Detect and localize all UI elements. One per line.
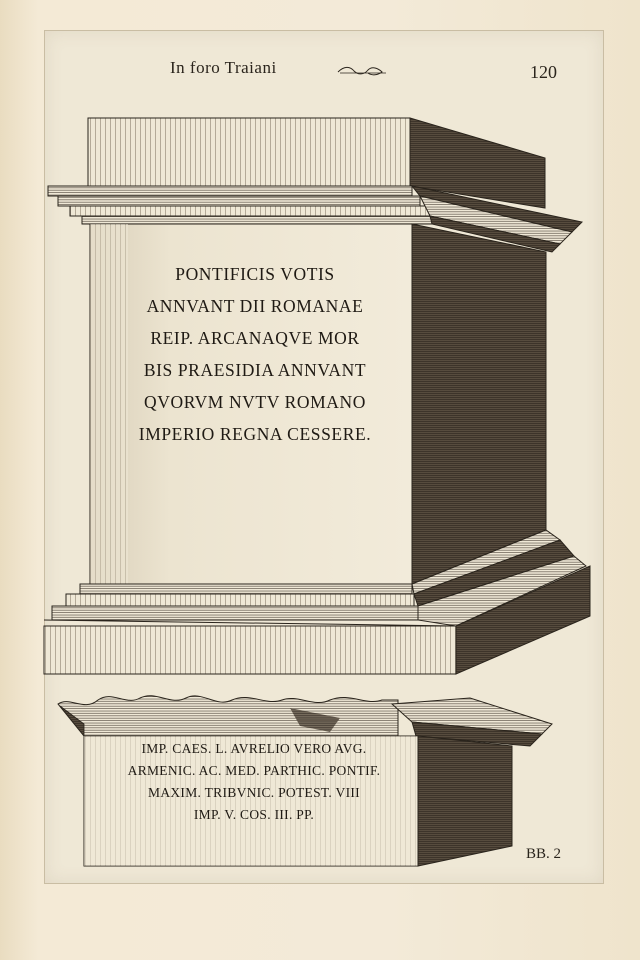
flourish-ornament bbox=[338, 67, 386, 74]
lower-inscription bbox=[88, 738, 420, 826]
page-title: In foro Traiani bbox=[170, 58, 277, 77]
inscription-line: REIP. ARCANAQVE MOR bbox=[150, 328, 360, 348]
inscription-line: QVORVM NVTV ROMANO bbox=[143, 392, 366, 412]
fragment-side-face bbox=[418, 736, 512, 866]
upper-inscription bbox=[100, 258, 410, 450]
inscription-line: IMP. CAES. L. AVRELIO VERO AVG. bbox=[141, 741, 367, 756]
cornice-front-top bbox=[48, 186, 412, 196]
die-side-face bbox=[412, 224, 546, 584]
inscription-line: ANNVANT DII ROMANAE bbox=[146, 296, 364, 316]
inscription-line: ARMENIC. AC. MED. PARTHIC. PONTIF. bbox=[127, 763, 381, 778]
cap-block-front bbox=[88, 118, 410, 186]
plinth-front bbox=[44, 626, 456, 674]
signature-mark: BB. 2 bbox=[526, 846, 562, 862]
inscription-line: BIS PRAESIDIA ANNVANT bbox=[143, 360, 367, 380]
inscription-line: IMP. V. COS. III. PP. bbox=[193, 807, 315, 822]
inscription-line: IMPERIO REGNA CESSERE. bbox=[138, 424, 372, 444]
inscription-line: PONTIFICIS VOTIS bbox=[175, 264, 335, 284]
page-number: 120 bbox=[530, 62, 557, 82]
broken-top-surface bbox=[58, 696, 398, 736]
inscription-line: MAXIM. TRIBVNIC. POTEST. VIII bbox=[148, 785, 360, 800]
